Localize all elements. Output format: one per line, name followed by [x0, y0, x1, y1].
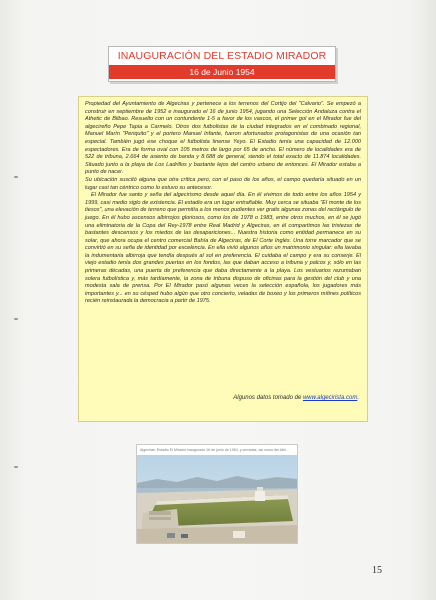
source-note: Algunos datos tomado de www.algecirista.com. — [233, 395, 359, 401]
article-paragraph: Propiedad del Ayuntamiento de Algeciras y pertenece a los terrenos del Cortijo del "Calvario". Se empezó a construir en septiembre de 1952 e inaugurado el 16 de junio 1954, jugando una Selección Andaluza contra el Athetic de Bilbao. Resuelto con un contundente 1-5 a favor de los vascos, el primer gol en el Mirador fue del algecireño Pepe Tapia a Carmelo. Otros dos futbolistas de la ciudad integrados en el combinado regional, Manuel Marín "Periquito" y el portero Manuel Infante, fueron afortunados protagonistas de una ocasión tan especial. También jugó ese choque el futbolista linense Yeyo. El Estadio tenía una capacidad de 12.000 espectadores. Era de forma oval con 105 metros de largo por 65 de ancho. El número de localidades era de 522 de tribuna, 2.664 de asiento de banda y 8.688 de general, siendo el total exacto de 11.874 localidades. Situado junto a la playa de Los Ladrillos y bastante lejos del centro urbano de entonces. El Mirador estaba a punto de nacer. — [85, 101, 361, 176]
article-paragraph: Su ubicación suscitó alguna que otra crítica pero, con el paso de los años, el campo quedaría situado en un lugar casi tan céntrico como lo estuvo su antecesor. — [85, 176, 361, 191]
page-number: 15 — [372, 565, 382, 576]
article-text-box — [78, 96, 368, 422]
photo-caption: Algeciras: Estadio El Mirador inaugurado 16 de junio de 1954, y cerradas, así como del Athl... — [140, 448, 289, 452]
binder-hole-mark — [14, 466, 18, 468]
article-paragraph: El Mirador fue santo y seña del algecirismo desde aquel día. En él vivimos de todo entre los años 1954 y 1999, casi medio siglo de existencia. El estadio era un lugar entrañable. Muy cerca se situaba "El monte de los tiesos", una elevación de terreno que permitía a los menos pudientes ver gratis algunas zonas del rectángulo de juego. En él hubo ascensos albirrojos gloriosos, como los de 1978 o 1983, entre otros muchos, en él se jugó una eliminatoria de la Copa del Rey-1978 entre Real Madrid y Algeciras, en él compartimos las tristezas de bastantes descensos y los miedos de las desapariciones... Nuestra historia como entidad permanece en su solar, que ahora ocupa el centro comercial Bahía de Algeciras, de El Corte Inglés. Una torre marcador que se convirtió en su seña de identidad por excelencia. En ella vivió algunos años un matrimonio singular: ella lavaba la indumentaria albirroja que tendía después al sol en preferencia. El cuidaba el campo y era su conserje. El viejo estadio tenía dos grandes puertas en los fondos, las que daban acceso a tribuna y palcos y, sólo en las primeras décadas, una puerta de preferencia que daba directamente a la playa. Los vestuarios rezumaban solera futbolística y, más tardíamente, la zona de tribuna dispuso de oficinas para la gestión del club y una modesta sala de prensa. Por El Mirador pasó algunas veces la selección española, los jugadores más importantes y... en su césped hubo algún que otro concierto, veladas de boxeo y los primeros mítines políticos recién reinstaurada la democracia a partir de 1975. — [85, 192, 361, 305]
binder-hole-mark — [14, 176, 18, 178]
title-box — [108, 46, 336, 82]
page-title: INAUGURACIÓN DEL ESTADIO MIRADOR — [117, 50, 327, 62]
stadium-photo — [136, 444, 298, 544]
stadium-photo-image — [137, 455, 297, 543]
binder-hole-mark — [14, 318, 18, 320]
title-date: 16 de Junio 1954 — [109, 65, 335, 79]
source-text: Algunos datos tomado de — [233, 395, 302, 401]
source-link[interactable]: www.algecirista.com — [302, 395, 358, 401]
